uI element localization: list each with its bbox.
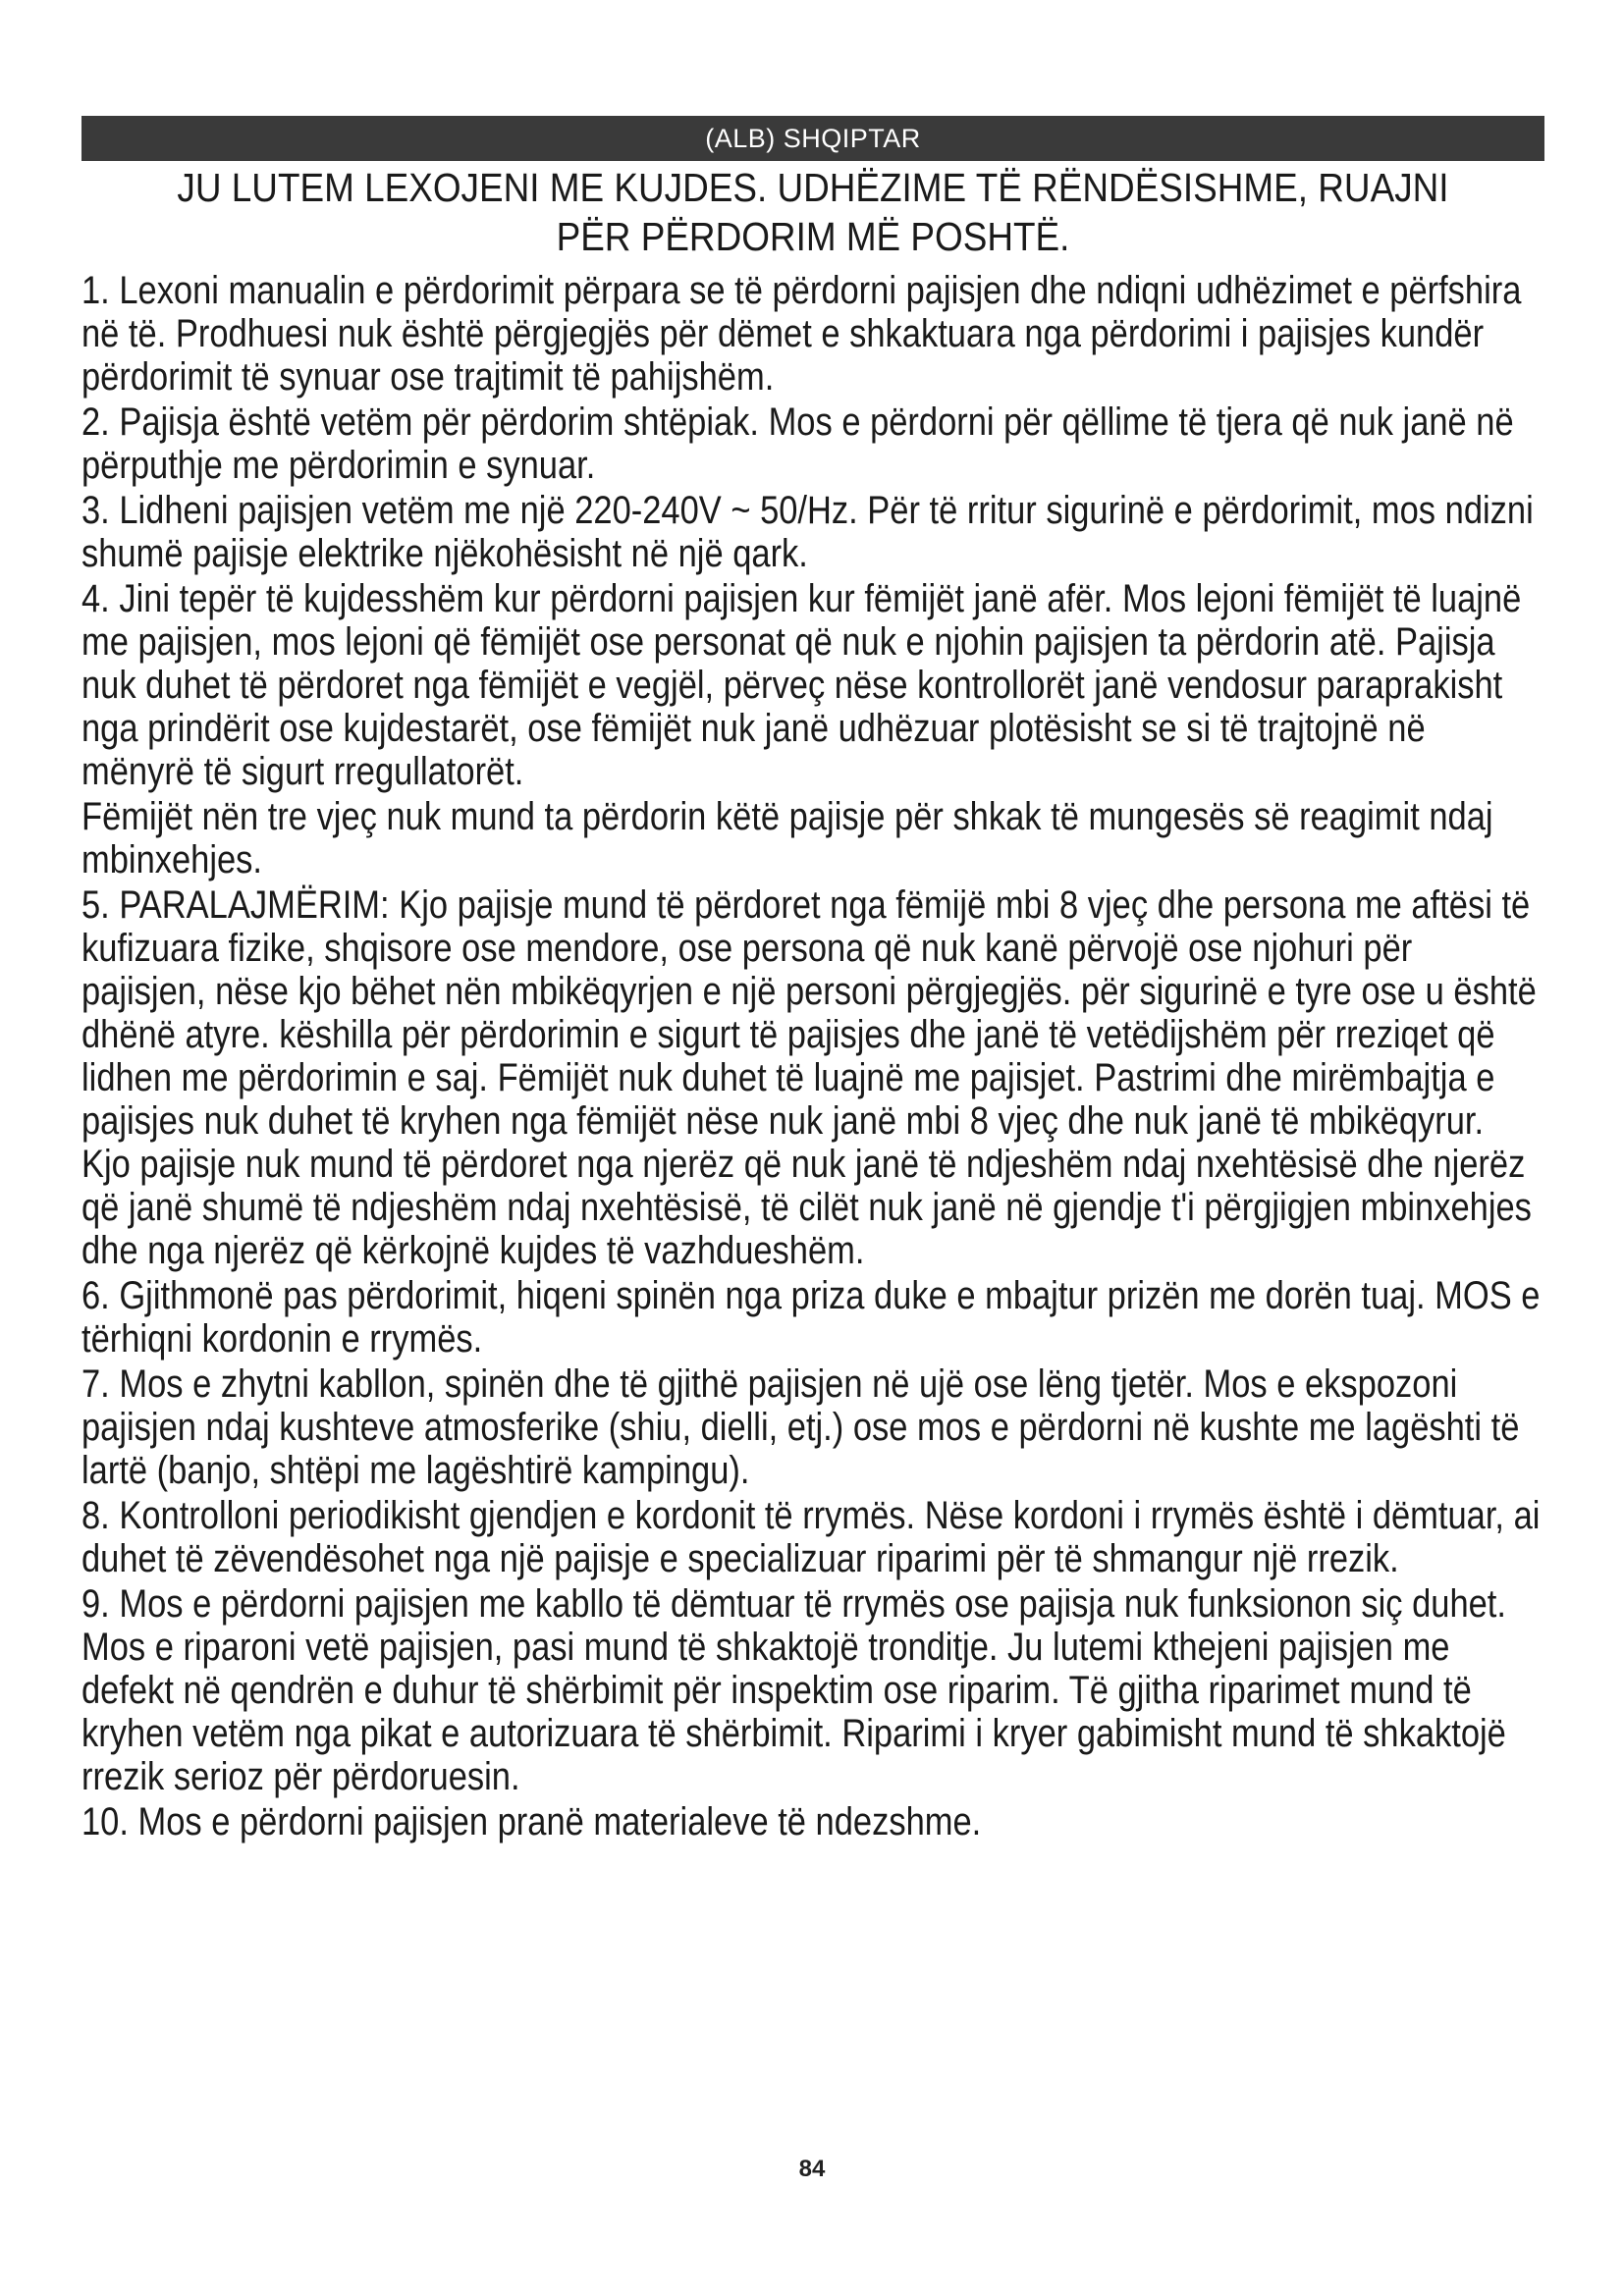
document-page [81, 116, 1544, 1845]
instruction-item-1: 1. Lexoni manualin e përdorimit përpara se të përdorni pajisjen dhe ndiqni udhëzimet e përfshira në të. Prodhuesi nuk është përgjegjës për dëmet e shkaktuara nga përdorimi i pajisjes kundër përdorimit të synuar ose trajtimit të pahijshëm. [81, 269, 1522, 399]
instructions-list [81, 269, 1541, 1843]
instruction-item-8: 8. Kontrolloni periodikisht gjendjen e kordonit të rrymës. Nëse kordoni i rrymës është i dëmtuar, ai duhet të zëvendësohet nga një pajisje e specializuar riparimi për të shmangur një rrezik. [81, 1494, 1541, 1580]
instruction-item-4: 4. Jini tepër të kujdesshëm kur përdorni pajisjen kur fëmijët janë afër. Mos lejoni fëmijët të luajnë me pajisjen, mos lejoni që fëmijët ose personat që nuk e njohin pajisjen ta përdorin atë. Pajisja nuk duhet të përdoret nga fëmijët e vegjël, përveç nëse kontrollorët janë vendosur paraprakisht nga prindërit ose kujdestarët, ose fëmijët nuk janë udhëzuar plotësisht se si të trajtojnë në mënyrë të sigurt rregullatorët. [81, 577, 1522, 793]
instruction-item-4-note: Fëmijët nën tre vjeç nuk mund ta përdorin këtë pajisje për shkak të mungesës së reagimit ndaj mbinxehjes. [81, 795, 1493, 881]
language-header-bar: (ALB) SHQIPTAR [81, 116, 1544, 161]
instruction-item-3: 3. Lidheni pajisjen vetëm me një 220-240V ~ 50/Hz. Për të rritur sigurinë e përdorimit, mos ndizni shumë pajisje elektrike njëkohësisht në një qark. [81, 489, 1534, 575]
instruction-item-7: 7. Mos e zhytni kabllon, spinën dhe të gjithë pajisjen në ujë ose lëng tjetër. Mos e ekspozoni pajisjen ndaj kushteve atmosferike (shiu, dielli, etj.) ose mos e përdorni në kushte me lagështi të lartë (banjo, shtëpi me lagështirë kampingu). [81, 1362, 1520, 1492]
instruction-item-5-warning: 5. PARALAJMËRIM: Kjo pajisje mund të përdoret nga fëmijë mbi 8 vjeç dhe persona me aftësi të kufizuara fizike, shqisore ose mendore, ose persona që nuk kanë përvojë ose njohuri për pajisjen, nëse kjo bëhet nën mbikëqyrjen e një personi përgjegjës. për sigurinë e tyre ose u është dhënë atyre. këshilla për përdorimin e sigurt të pajisjes dhe janë të vetëdijshëm për rreziqet që lidhen me përdorimin e saj. Fëmijët nuk duhet të luajnë me pajisjet. Pastrimi dhe mirëmbajtja e pajisjes nuk duhet të kryhen nga fëmijët nëse nuk janë mbi 8 vjeç dhe nuk janë të mbikëqyrur. Kjo pajisje nuk mund të përdoret nga njerëz që nuk janë të ndjeshëm ndaj nxehtësisë dhe njerëz që janë shumë të ndjeshëm ndaj nxehtësisë, të cilët nuk janë në gjendje t'i përgjigjen mbinxehjes dhe nga njerëz që kërkojnë kujdes të vazhdueshëm. [81, 883, 1537, 1272]
instruction-item-9: 9. Mos e përdorni pajisjen me kabllo të dëmtuar të rrymës ose pajisja nuk funksionon siç duhet. Mos e riparoni vetë pajisjen, pasi mund të shkaktojë tronditje. Ju lutemi kthejeni pajisjen me defekt në qendrën e duhur të shërbimit për inspektim ose riparim. Të gjitha riparimet mund të kryhen vetëm nga pikat e autorizuara të shërbimit. Riparimi i kryer gabimisht mund të shkaktojë rrezik serioz për përdoruesin. [81, 1582, 1506, 1798]
instruction-item-2: 2. Pajisja është vetëm për përdorim shtëpiak. Mos e përdorni për qëllime të tjera që nuk janë në përputhje me përdorimin e synuar. [81, 400, 1514, 487]
instruction-item-10: 10. Mos e përdorni pajisjen pranë materialeve të ndezshme. [81, 1800, 982, 1843]
instruction-item-6: 6. Gjithmonë pas përdorimit, hiqeni spinën nga priza duke e mbajtur prizën me dorën tuaj. MOS e tërhiqni kordonin e rrymës. [81, 1274, 1541, 1361]
page-number: 84 [798, 2156, 826, 2182]
safety-title: JU LUTEM LEXOJENI ME KUJDES. UDHËZIME TË RËNDËSISHME, RUAJNI PËR PËRDORIM MË POSHTË. [177, 165, 1449, 259]
